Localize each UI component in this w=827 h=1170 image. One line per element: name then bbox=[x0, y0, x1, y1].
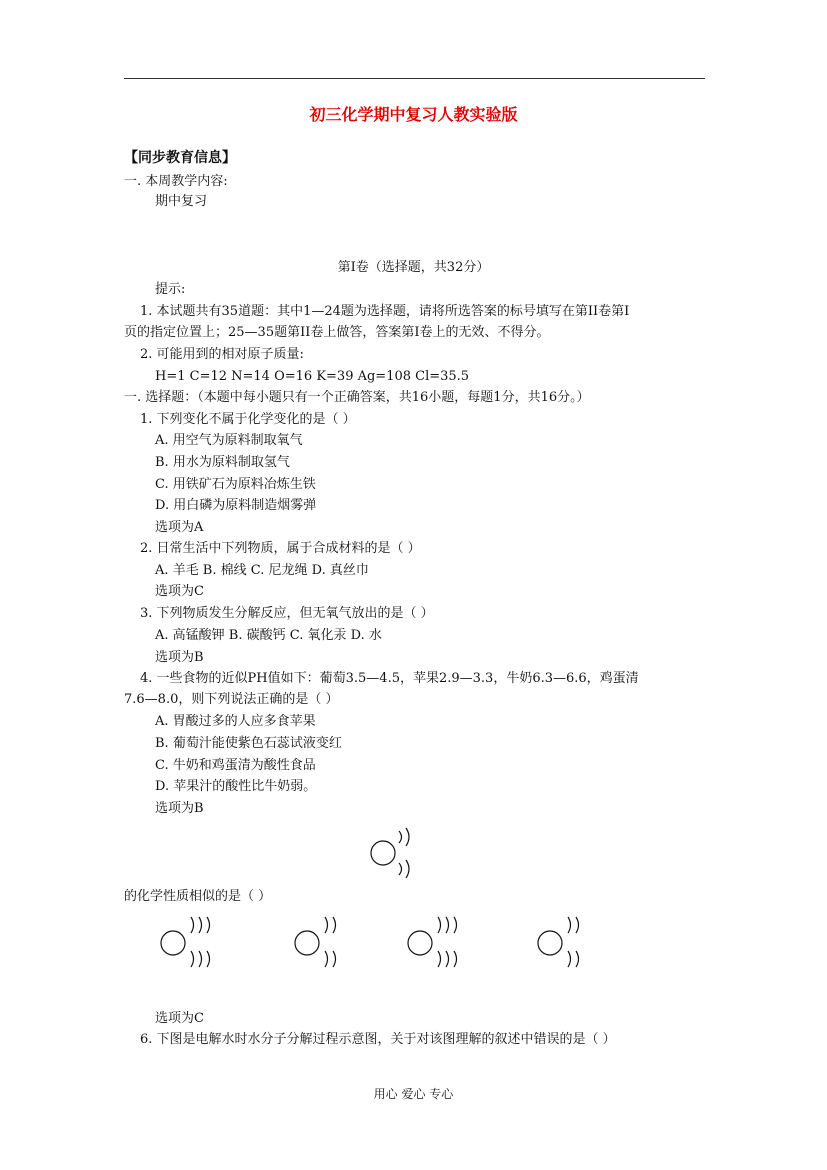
q5-option-b-atom-diagram bbox=[291, 913, 351, 971]
q5-option-c-atom-diagram bbox=[404, 913, 474, 971]
q4-option-a: A. 胃酸过多的人应多食苹果 bbox=[155, 714, 316, 729]
q1-answer: 选项为A bbox=[155, 520, 204, 535]
q3-options: A. 高锰酸钾 B. 碳酸钙 C. 氧化汞 D. 水 bbox=[155, 628, 382, 643]
q5-answer: 选项为C bbox=[155, 1011, 204, 1026]
q2-options: A. 羊毛 B. 棉线 C. 尼龙绳 D. 真丝巾 bbox=[155, 563, 369, 578]
q4-stem-line-2: 7.6—8.0，则下列说法正确的是（ ） bbox=[124, 692, 339, 707]
tip-label: 提示: bbox=[155, 282, 186, 297]
q1-option-a: A. 用空气为原料制取氧气 bbox=[155, 433, 303, 448]
intro-line-1: 一. 本周教学内容: bbox=[124, 174, 228, 189]
q1-option-c: C. 用铁矿石为原料冶炼生铁 bbox=[155, 477, 316, 492]
q1-option-b: B. 用水为原料制取氢气 bbox=[155, 455, 290, 470]
q5-option-d-atom-diagram bbox=[534, 913, 594, 971]
q4-option-c: C. 牛奶和鸡蛋清为酸性食品 bbox=[155, 758, 316, 773]
volume-heading: 第Ⅰ卷（选择题，共32分） bbox=[337, 260, 490, 275]
q4-option-b: B. 葡萄汁能使紫色石蕊试液变红 bbox=[155, 736, 342, 751]
q4-option-d: D. 苹果汁的酸性比牛奶弱。 bbox=[155, 779, 317, 794]
page-title: 初三化学期中复习人教实验版 bbox=[309, 105, 518, 124]
tip-1-line-2: 页的指定位置上；25—35题第II卷上做答，答案第Ⅰ卷上的无效、不得分。 bbox=[124, 325, 550, 340]
q1-option-d: D. 用白磷为原料制造烟雾弹 bbox=[155, 498, 317, 513]
tip-2: 2. 可能用到的相对原子质量: bbox=[140, 347, 304, 362]
section-header: 【同步教育信息】 bbox=[124, 150, 236, 166]
q5-stem-tail: 的化学性质相似的是（ ） bbox=[124, 889, 272, 904]
header-rule bbox=[124, 78, 705, 79]
q4-stem-line-1: 4. 一些食物的近似PH值如下：葡萄3.5—4.5，苹果2.9—3.3，牛奶6.3—6.6，鸡蛋清 bbox=[140, 671, 639, 686]
tip-1-line-1: 1. 本试题共有35道题：其中1—24题为选择题，请将所选答案的标号填写在第II卷第Ⅰ bbox=[140, 304, 630, 319]
q3-stem: 3. 下列物质发生分解反应，但无氧气放出的是（ ） bbox=[140, 606, 434, 621]
intro-line-2: 期中复习 bbox=[155, 194, 208, 209]
page-footer: 用心 爱心 专心 bbox=[373, 1087, 454, 1101]
q2-answer: 选项为C bbox=[155, 584, 204, 599]
q2-stem: 2. 日常生活中下列物质，属于合成材料的是（ ） bbox=[140, 541, 421, 556]
atom-structure-diagram bbox=[366, 823, 426, 879]
q5-option-a-atom-diagram bbox=[157, 913, 227, 971]
q1-stem: 1. 下列变化不属于化学变化的是（ ） bbox=[140, 412, 356, 427]
part1-header: 一. 选择题：（本题中每小题只有一个正确答案，共16小题，每题1分，共16分。） bbox=[124, 390, 590, 405]
q6-stem: 6. 下图是电解水时水分子分解过程示意图，关于对该图理解的叙述中错误的是（ ） bbox=[140, 1032, 616, 1047]
q4-answer: 选项为B bbox=[155, 801, 204, 816]
q3-answer: 选项为B bbox=[155, 650, 204, 665]
atomic-masses: H=1 C=12 N=14 O=16 K=39 Ag=108 Cl=35.5 bbox=[155, 369, 470, 384]
